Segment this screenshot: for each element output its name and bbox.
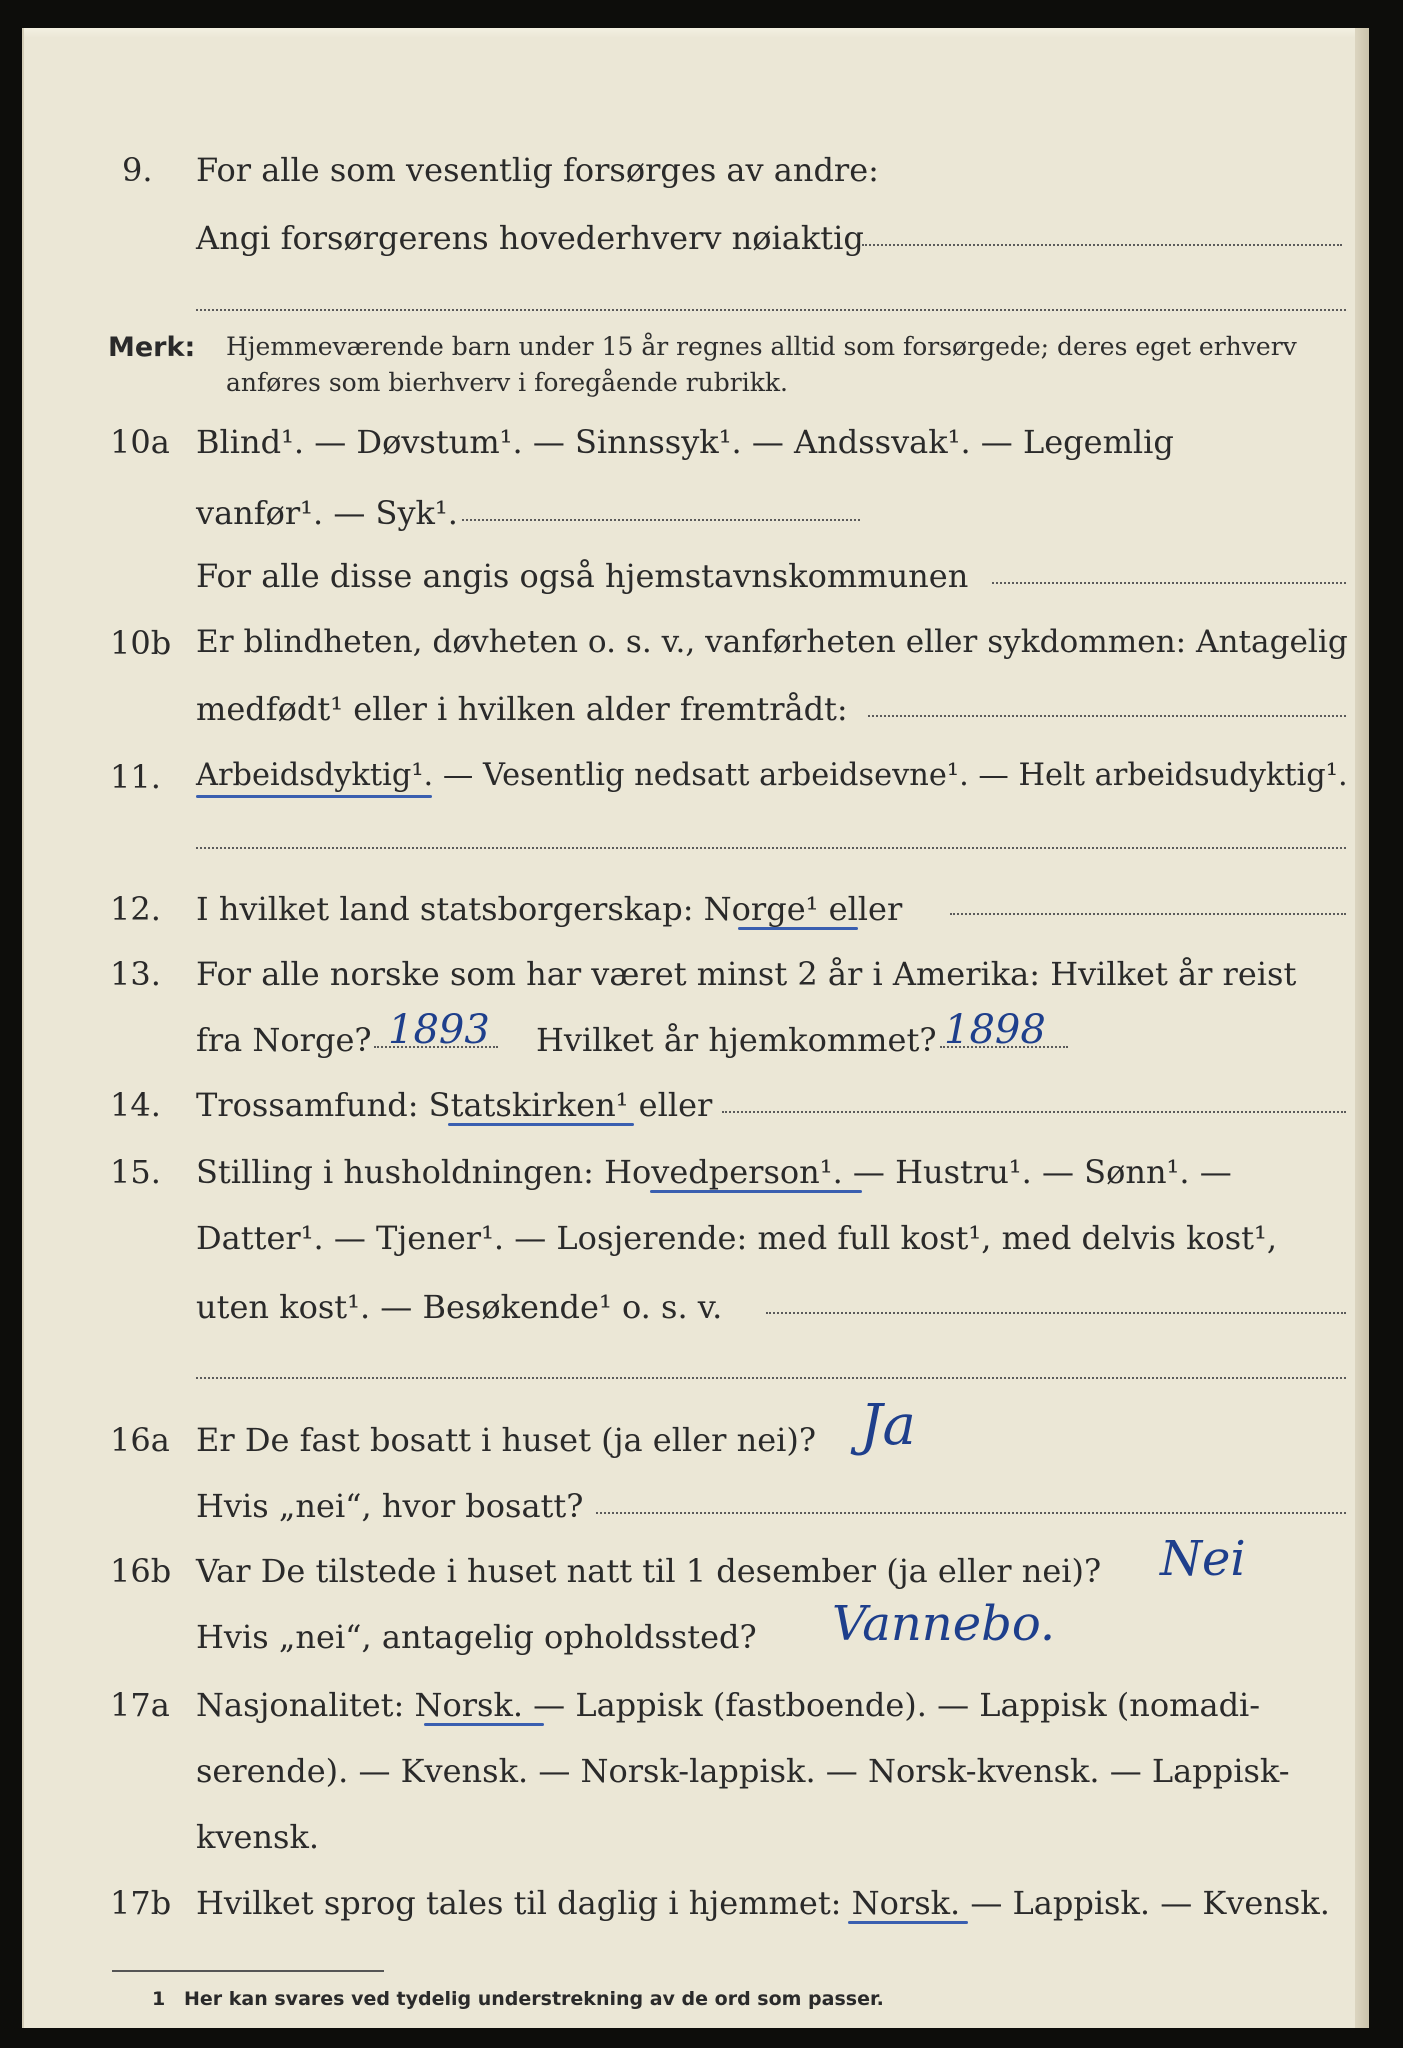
merk-text-line1: Hjemmeværende barn under 15 år regnes alltid som forsørgede; deres eget erhverv bbox=[226, 332, 1297, 361]
q16b-text-line2: Hvis „nei“, antagelig opholdssted? bbox=[196, 1618, 757, 1656]
q10a-text-line3: For alle disse angis også hjemstavnskommunen bbox=[196, 557, 969, 595]
q10a-text-line2: vanfør¹. — Syk¹. bbox=[196, 494, 458, 532]
q16a-number: 16a bbox=[110, 1421, 170, 1459]
footnote-mark: 1 bbox=[152, 1988, 166, 2010]
q13-text-line1: For alle norske som har været minst 2 år i Amerika: Hvilket år reist bbox=[196, 955, 1297, 993]
q16a-answer: Ja bbox=[860, 1393, 916, 1458]
q11-number: 11. bbox=[110, 758, 161, 796]
q17b-text-line1: Hvilket sprog tales til daglig i hjemmet: Norsk. — Lappisk. — Kvensk. bbox=[196, 1884, 1330, 1922]
footnote-rule bbox=[112, 1970, 384, 1972]
q10a-home-answer-line[interactable] bbox=[992, 582, 1346, 584]
q14-underline-statskirken bbox=[448, 1123, 634, 1126]
q12-text-line1: I hvilket land statsborgerskap: Norge¹ eller bbox=[196, 890, 903, 928]
q10b-text-line1: Er blindheten, døvheten o. s. v., vanførheten eller sykdommen: Antagelig bbox=[196, 624, 1348, 660]
q10b-text-line2: medfødt¹ eller i hvilken alder fremtrådt: bbox=[196, 690, 848, 728]
q9-text-line1: For alle som vesentlig forsørges av andre: bbox=[196, 151, 879, 189]
q16b-number: 16b bbox=[110, 1552, 172, 1590]
q10b-number: 10b bbox=[110, 624, 172, 662]
q15-text-line2: Datter¹. — Tjener¹. — Losjerende: med full kost¹, med delvis kost¹, bbox=[196, 1219, 1278, 1257]
q13-return-answer: 1898 bbox=[944, 1007, 1046, 1053]
q9-text-line2: Angi forsørgerens hovederhverv nøiaktig bbox=[196, 219, 864, 257]
q15-number: 15. bbox=[110, 1153, 161, 1191]
merk-text-line2: anføres som bierhverv i foregående rubrikk. bbox=[226, 368, 788, 397]
q10a-text-line1: Blind¹. — Døvstum¹. — Sinnssyk¹. — Andssvak¹. — Legemlig bbox=[196, 423, 1174, 461]
q17a-number: 17a bbox=[110, 1686, 170, 1724]
q11-answer-line[interactable] bbox=[196, 847, 1346, 849]
q17a-text-line3: kvensk. bbox=[196, 1818, 319, 1856]
q16a-text-line1: Er De fast bosatt i huset (ja eller nei)? bbox=[196, 1421, 817, 1459]
q13-number: 13. bbox=[110, 955, 161, 993]
q17b-number: 17b bbox=[110, 1884, 172, 1922]
q15-underline-hovedperson bbox=[650, 1190, 862, 1193]
q15-answer-line[interactable] bbox=[766, 1312, 1346, 1314]
q16b-text-line1: Var De tilstede i huset natt til 1 desember (ja eller nei)? bbox=[196, 1552, 1102, 1590]
q14-answer-line[interactable] bbox=[722, 1111, 1346, 1113]
q17a-text-line1: Nasjonalitet: Norsk. — Lappisk (fastboende). — Lappisk (nomadi- bbox=[196, 1686, 1261, 1724]
q9-answer-line[interactable] bbox=[862, 244, 1342, 246]
q16a-residence-line[interactable] bbox=[596, 1512, 1346, 1514]
q16b-present-answer: Nei bbox=[1160, 1531, 1246, 1587]
q10a-answer-line[interactable] bbox=[462, 519, 860, 521]
q12-underline-norge bbox=[738, 927, 858, 930]
q10a-number: 10a bbox=[110, 423, 170, 461]
merk-label: Merk: bbox=[108, 332, 196, 363]
q16a-text-line2: Hvis „nei“, hvor bosatt? bbox=[196, 1487, 584, 1525]
q17a-underline-norsk bbox=[424, 1723, 544, 1726]
q11-text-line1: Arbeidsdyktig¹. — Vesentlig nedsatt arbeidsevne¹. — Helt arbeidsudyktig¹. bbox=[196, 758, 1348, 793]
q15-text-line3: uten kost¹. — Besøkende¹ o. s. v. bbox=[196, 1288, 723, 1326]
q13-departure-answer: 1893 bbox=[388, 1007, 490, 1053]
q9-number: 9. bbox=[122, 151, 153, 189]
q15-answer-line-2[interactable] bbox=[196, 1377, 1346, 1379]
q16b-location-answer: Vannebo. bbox=[832, 1596, 1056, 1652]
footnote-text: Her kan svares ved tydelig understrekning av de ord som passer. bbox=[184, 1988, 884, 2010]
q17b-underline-norsk bbox=[848, 1921, 968, 1924]
q13-text-line2a: fra Norge? bbox=[196, 1021, 372, 1059]
q9-answer-line-2[interactable] bbox=[196, 309, 1346, 311]
q13-text-line2b: Hvilket år hjemkommet? bbox=[536, 1021, 937, 1059]
q10b-answer-line[interactable] bbox=[868, 715, 1346, 717]
q12-answer-line[interactable] bbox=[950, 913, 1346, 915]
q17a-text-line2: serende). — Kvensk. — Norsk-lappisk. — Norsk-kvensk. — Lappisk- bbox=[196, 1752, 1290, 1790]
q15-text-line1: Stilling i husholdningen: Hovedperson¹. — Hustru¹. — Sønn¹. — bbox=[196, 1153, 1232, 1191]
q14-number: 14. bbox=[110, 1086, 161, 1124]
q11-underline-arbeidsdyktig bbox=[196, 795, 432, 798]
q14-text-line1: Trossamfund: Statskirken¹ eller bbox=[196, 1086, 713, 1124]
q12-number: 12. bbox=[110, 890, 161, 928]
